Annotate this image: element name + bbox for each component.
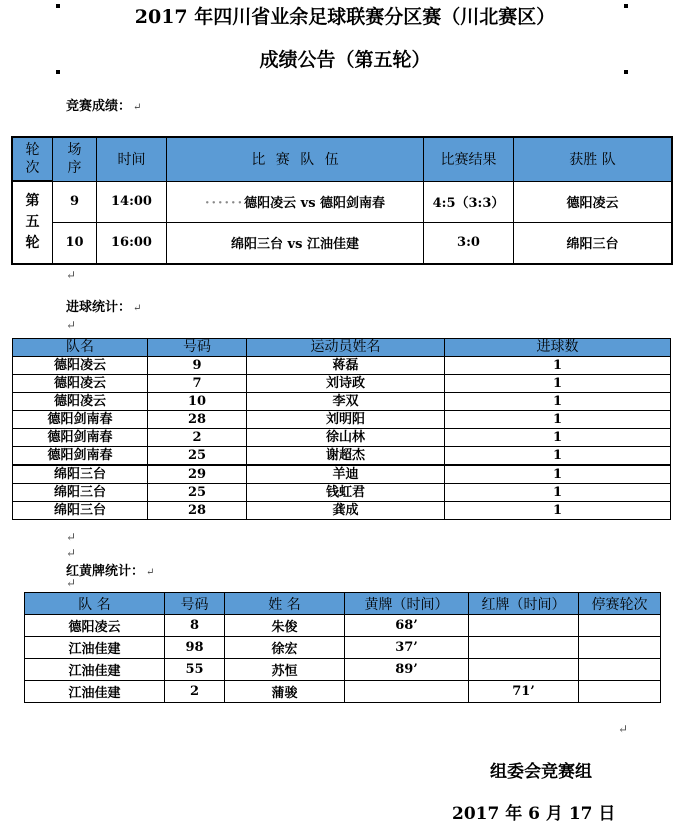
red-cell	[469, 615, 579, 637]
header-score: 比赛结果	[424, 138, 514, 182]
player-cell: 李双	[247, 393, 445, 411]
goals-header-row	[13, 339, 671, 357]
goals-cell: 1	[445, 465, 671, 484]
winner-cell: 德阳凌云	[514, 181, 672, 222]
suspension-cell	[579, 615, 661, 637]
table-row	[25, 615, 661, 637]
goals-cell: 1	[445, 429, 671, 447]
team-cell: 江油佳建	[25, 681, 165, 703]
team-cell: 德阳剑南春	[13, 447, 148, 466]
header-team: 队 名	[25, 593, 165, 615]
table-row	[13, 484, 671, 502]
red-cell	[469, 637, 579, 659]
number-cell: 9	[148, 357, 247, 375]
yellow-cell: 89’	[345, 659, 469, 681]
header-teams: 比 赛 队 伍	[167, 138, 424, 182]
goals-table	[12, 338, 671, 520]
number-cell: 98	[165, 637, 225, 659]
player-cell: 刘明阳	[247, 411, 445, 429]
goals-cell: 1	[445, 502, 671, 520]
team-cell: 江油佳建	[25, 637, 165, 659]
paragraph-mark: ↵	[66, 268, 77, 282]
number-cell: 29	[148, 465, 247, 484]
teams-cell: ······德阳凌云 vs 德阳剑南春	[167, 181, 424, 222]
player-cell: 羊迪	[247, 465, 445, 484]
paragraph-mark: ↵	[618, 722, 629, 736]
table-row	[13, 375, 671, 393]
player-cell: 蒋磊	[247, 357, 445, 375]
team-cell: 德阳剑南春	[13, 411, 148, 429]
header-order: 场序	[53, 138, 97, 182]
paragraph-mark: ↵	[66, 318, 77, 332]
cards-table	[24, 592, 661, 703]
header-player: 姓 名	[225, 593, 345, 615]
paragraph-mark: ↵	[66, 530, 77, 544]
score-cell: 3:0	[424, 222, 514, 263]
yellow-cell: 68’	[345, 615, 469, 637]
goals-cell: 1	[445, 393, 671, 411]
team-cell: 德阳凌云	[13, 375, 148, 393]
header-number: 号码	[165, 593, 225, 615]
table-row	[13, 502, 671, 520]
goals-cell: 1	[445, 411, 671, 429]
page-title: 2017 年四川省业余足球联赛分区赛（川北赛区）	[134, 6, 556, 28]
order-cell: 9	[53, 181, 97, 222]
paragraph-mark: ↵	[66, 546, 77, 560]
number-cell: 10	[148, 393, 247, 411]
table-row	[13, 429, 671, 447]
order-cell: 10	[53, 222, 97, 263]
table-row	[25, 681, 661, 703]
footer-organizer: 组委会竞赛组	[490, 762, 592, 782]
goals-cell: 1	[445, 357, 671, 375]
player-cell: 苏恒	[225, 659, 345, 681]
table-row	[13, 411, 671, 429]
goals-cell: 1	[445, 375, 671, 393]
player-cell: 钱虹君	[247, 484, 445, 502]
team-cell: 德阳剑南春	[13, 429, 148, 447]
header-team: 队名	[13, 339, 148, 357]
table-row	[13, 393, 671, 411]
header-number: 号码	[148, 339, 247, 357]
team-cell: 江油佳建	[25, 659, 165, 681]
time-cell: 14:00	[97, 181, 167, 222]
goals-section-label: 进球统计： ↵	[66, 300, 142, 315]
number-cell: 55	[165, 659, 225, 681]
goals-cell: 1	[445, 484, 671, 502]
team-cell: 德阳凌云	[13, 393, 148, 411]
time-cell: 16:00	[97, 222, 167, 263]
header-round: 轮次	[13, 138, 53, 182]
team-cell: 德阳凌云	[25, 615, 165, 637]
number-cell: 25	[148, 484, 247, 502]
table-row	[13, 447, 671, 466]
header-time: 时间	[97, 138, 167, 182]
table-row	[13, 357, 671, 375]
table-row	[25, 637, 661, 659]
number-cell: 7	[148, 375, 247, 393]
header-winner: 获胜 队	[514, 138, 672, 182]
header-yellow: 黄牌（时间）	[345, 593, 469, 615]
table-row	[13, 222, 672, 263]
player-cell: 龚成	[247, 502, 445, 520]
number-cell: 8	[165, 615, 225, 637]
team-cell: 德阳凌云	[13, 357, 148, 375]
player-cell: 刘诗政	[247, 375, 445, 393]
red-cell: 71’	[469, 681, 579, 703]
goals-cell: 1	[445, 447, 671, 466]
round-cell: 第五轮	[13, 181, 53, 263]
team-cell: 绵阳三台	[13, 502, 148, 520]
results-section-label: 竞赛成绩： ↵	[66, 99, 142, 114]
number-cell: 28	[148, 502, 247, 520]
player-cell: 谢超杰	[247, 447, 445, 466]
page-subtitle: 成绩公告（第五轮）	[259, 49, 431, 71]
number-cell: 2	[165, 681, 225, 703]
results-header-row	[13, 138, 672, 182]
header-suspension: 停赛轮次	[579, 593, 661, 615]
team-cell: 绵阳三台	[13, 484, 148, 502]
table-row	[13, 465, 671, 484]
yellow-cell	[345, 681, 469, 703]
results-table	[12, 137, 672, 264]
red-cell	[469, 659, 579, 681]
table-row	[25, 659, 661, 681]
suspension-cell	[579, 659, 661, 681]
team-cell: 绵阳三台	[13, 465, 148, 484]
yellow-cell: 37’	[345, 637, 469, 659]
player-cell: 徐山林	[247, 429, 445, 447]
header-goals: 进球数	[445, 339, 671, 357]
number-cell: 28	[148, 411, 247, 429]
table-row	[13, 181, 672, 222]
cards-header-row	[25, 593, 661, 615]
suspension-cell	[579, 681, 661, 703]
cards-section-label: 红黄牌统计： ↵	[66, 564, 155, 579]
winner-cell: 绵阳三台	[514, 222, 672, 263]
player-cell: 蒲骏	[225, 681, 345, 703]
header-red: 红牌（时间）	[469, 593, 579, 615]
header-player: 运动员姓名	[247, 339, 445, 357]
paragraph-mark: ↵	[66, 576, 77, 590]
number-cell: 25	[148, 447, 247, 466]
player-cell: 徐宏	[225, 637, 345, 659]
teams-cell: 绵阳三台 vs 江油佳建	[167, 222, 424, 263]
footer-date: 2017 年 6 月 17 日	[452, 804, 616, 824]
score-cell: 4:5（3:3）	[424, 181, 514, 222]
number-cell: 2	[148, 429, 247, 447]
player-cell: 朱俊	[225, 615, 345, 637]
suspension-cell	[579, 637, 661, 659]
